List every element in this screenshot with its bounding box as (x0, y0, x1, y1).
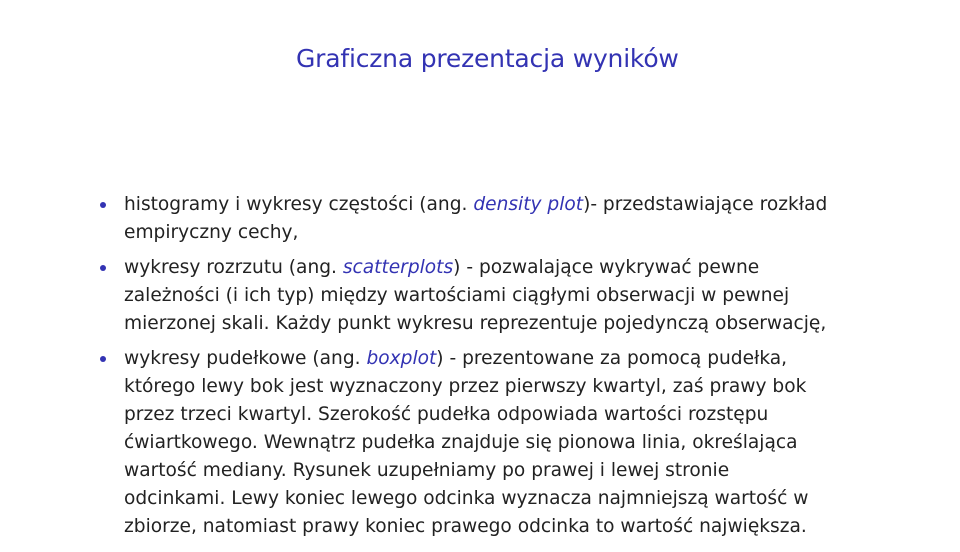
text-segment: empiryczny cechy, (124, 222, 299, 243)
text-segment: przez trzeci kwartyl. Szerokość pudełka odpowiada wartości rozstępu (124, 404, 769, 425)
text-segment: wykresy rozrzutu (ang. (124, 257, 343, 278)
text-segment: odcinkami. Lewy koniec lewego odcinka wyznacza najmniejszą wartość w (124, 488, 809, 509)
bullet-text-line (124, 429, 904, 457)
bullet-text-line (124, 219, 904, 247)
text-segment: ) - pozwalające wykrywać pewne (453, 257, 760, 278)
bullet-dot-icon (100, 265, 106, 271)
text-segment: histogramy i wykresy częstości (ang. (124, 194, 474, 215)
bullet-text-line (124, 191, 904, 219)
bullet-dot-icon (100, 356, 106, 362)
bullet-text-line (124, 485, 904, 513)
text-segment: zależności (i ich typ) między wartościami ciągłymi obserwacji w pewnej (124, 285, 790, 306)
bullet-text-line (124, 282, 904, 310)
bullet-text-line (124, 345, 904, 373)
bullet-text-line (124, 401, 904, 429)
bullet-item (124, 191, 904, 247)
bullet-text-line (124, 513, 904, 541)
bullet-list (124, 191, 904, 541)
text-segment: którego lewy bok jest wyznaczony przez pierwszy kwartyl, zaś prawy bok (124, 376, 807, 397)
slide-title: Graficzna prezentacja wyników (296, 44, 679, 73)
text-segment: ) - prezentowane za pomocą pudełka, (436, 348, 788, 369)
emphasized-term: boxplot (366, 348, 437, 369)
text-segment: )- przedstawiające rozkład (583, 194, 828, 215)
bullet-text-line (124, 457, 904, 485)
emphasized-term: density plot (473, 194, 584, 215)
bullet-text-line (124, 254, 904, 282)
bullet-item (124, 345, 904, 541)
bullet-text-line (124, 310, 904, 338)
bullet-text-line (124, 373, 904, 401)
text-segment: wartość mediany. Rysunek uzupełniamy po prawej i lewej stronie (124, 460, 730, 481)
text-segment: zbiorze, natomiast prawy koniec prawego odcinka to wartość największa. (124, 516, 807, 537)
text-segment: mierzonej skali. Każdy punkt wykresu reprezentuje pojedynczą obserwację, (124, 313, 827, 334)
text-segment: wykresy pudełkowe (ang. (124, 348, 367, 369)
emphasized-term: scatterplots (342, 257, 454, 278)
bullet-dot-icon (100, 202, 106, 208)
text-segment: ćwiartkowego. Wewnątrz pudełka znajduje się pionowa linia, określająca (124, 432, 798, 453)
bullet-item (124, 254, 904, 338)
